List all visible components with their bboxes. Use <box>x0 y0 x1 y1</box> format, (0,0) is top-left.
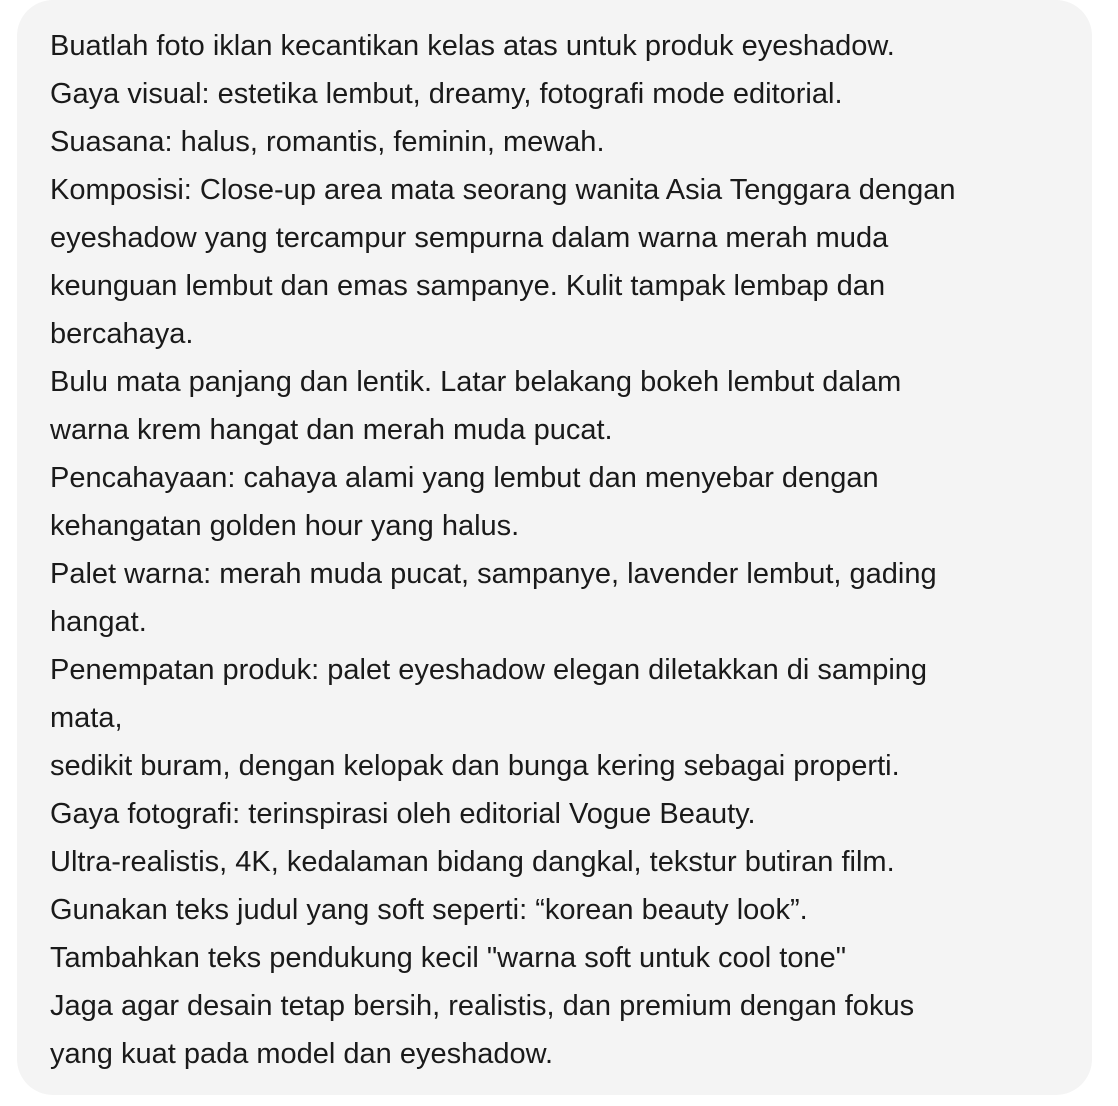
message-line: keunguan lembut dan emas sampanye. Kulit tampak lembap dan <box>50 270 886 302</box>
message-line: Suasana: halus, romantis, feminin, mewah. <box>50 126 605 158</box>
message-line: Gunakan teks judul yang soft seperti: “korean beauty look”. <box>50 894 808 926</box>
message-line: Gaya visual: estetika lembut, dreamy, fotografi mode editorial. <box>50 78 843 110</box>
message-line: warna krem hangat dan merah muda pucat. <box>50 414 613 446</box>
message-line: yang kuat pada model dan eyeshadow. <box>50 1038 554 1070</box>
message-line: Tambahkan teks pendukung kecil "warna soft untuk cool tone" <box>50 942 847 974</box>
message-line: bercahaya. <box>50 318 194 350</box>
message-line: kehangatan golden hour yang halus. <box>50 510 520 542</box>
message-line: Pencahayaan: cahaya alami yang lembut dan menyebar dengan <box>50 462 879 494</box>
message-line: Jaga agar desain tetap bersih, realistis, dan premium dengan fokus <box>50 990 915 1022</box>
message-line: Palet warna: merah muda pucat, sampanye, lavender lembut, gading <box>50 558 937 590</box>
message-line: Penempatan produk: palet eyeshadow elegan diletakkan di samping <box>50 654 928 686</box>
message-line: mata, <box>50 702 123 734</box>
message-line: Buatlah foto iklan kecantikan kelas atas untuk produk eyeshadow. <box>50 30 895 62</box>
message-line: hangat. <box>50 606 147 638</box>
user-message-bubble <box>17 0 1092 1095</box>
message-line: Bulu mata panjang dan lentik. Latar belakang bokeh lembut dalam <box>50 366 902 398</box>
message-line: Ultra-realistis, 4K, kedalaman bidang dangkal, tekstur butiran film. <box>50 846 895 878</box>
message-line: Gaya fotografi: terinspirasi oleh editorial Vogue Beauty. <box>50 798 756 830</box>
message-line: eyeshadow yang tercampur sempurna dalam warna merah muda <box>50 222 889 254</box>
message-line: Komposisi: Close-up area mata seorang wanita Asia Tenggara dengan <box>50 174 956 206</box>
message-line: sedikit buram, dengan kelopak dan bunga kering sebagai properti. <box>50 750 900 782</box>
